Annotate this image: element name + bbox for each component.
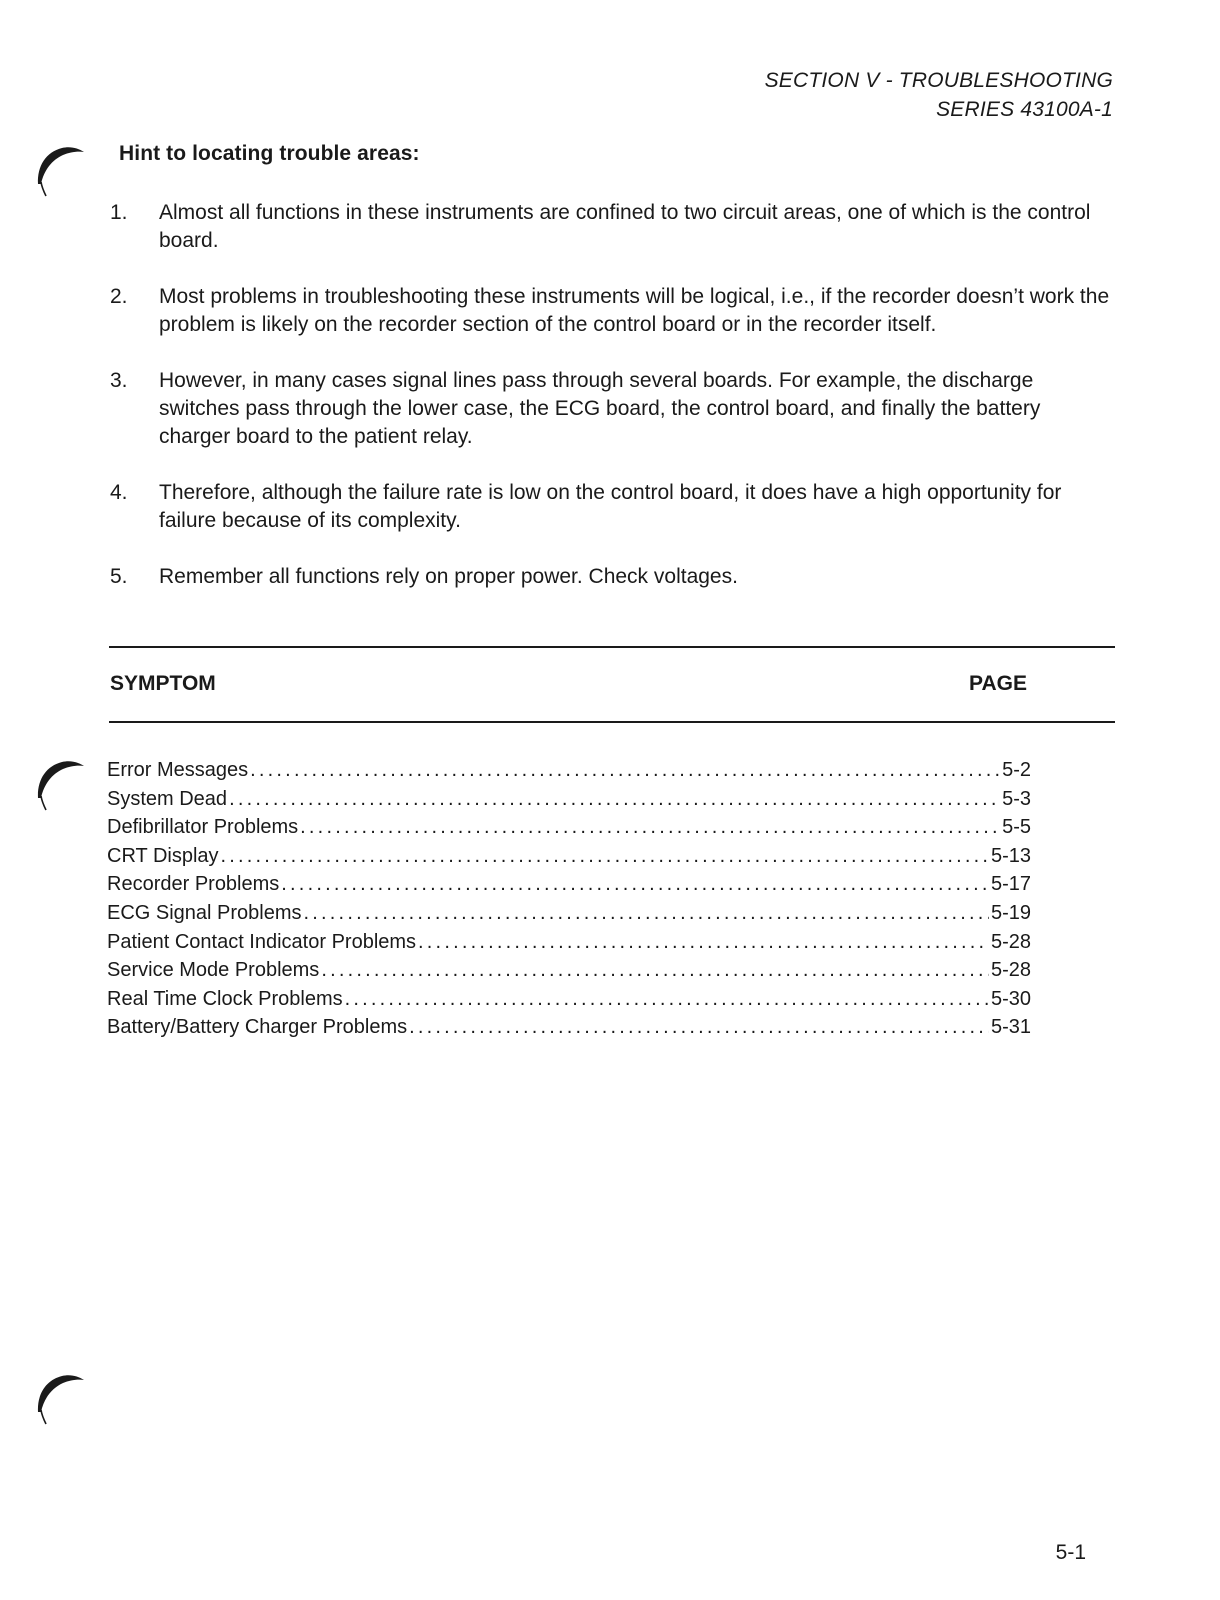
dot-leader	[409, 1013, 989, 1042]
binder-hole-mark-icon	[34, 754, 86, 816]
section-title: SECTION V - TROUBLESHOOTING	[764, 69, 1113, 92]
symptom-row	[107, 870, 1031, 899]
symptom-label: Battery/Battery Charger Problems	[107, 1016, 408, 1039]
symptom-page: 5-30	[990, 987, 1031, 1010]
symptom-label: Defibrillator Problems	[107, 816, 299, 839]
hint-text: Most problems in troubleshooting these instruments will be logical, i.e., if the recorder doesn’t work the problem is likely on the recorder section of the control board or in the recorder itself.	[159, 285, 1110, 336]
hint-title: Hint to locating trouble areas:	[119, 142, 420, 165]
hint-item	[110, 199, 1110, 255]
symptom-label: Service Mode Problems	[107, 959, 320, 982]
symptom-row	[107, 956, 1031, 985]
symptom-label: Error Messages	[107, 759, 249, 781]
hint-item	[110, 563, 1110, 591]
hint-number: 4.	[110, 481, 128, 504]
symptom-row	[107, 785, 1031, 814]
hint-number: 2.	[110, 285, 128, 308]
symptom-column-header: SYMPTOM	[110, 672, 216, 695]
symptom-label: System Dead	[107, 787, 228, 810]
symptom-row	[107, 842, 1031, 871]
page-header	[765, 66, 1113, 124]
hint-text: However, in many cases signal lines pass through several boards. For example, the discharge switches pass through the lower case, the ECG board, the control board, and finally the battery charger board to the patient relay.	[159, 369, 1041, 448]
symptom-page: 5-2	[1002, 759, 1031, 781]
hint-item	[110, 367, 1110, 451]
hint-text: Remember all functions rely on proper power. Check voltages.	[159, 565, 738, 588]
symptom-row	[107, 756, 1031, 785]
series-label: SERIES 43100A-1	[936, 98, 1113, 121]
hint-number: 1.	[110, 201, 128, 224]
symptom-label: Recorder Problems	[107, 873, 280, 896]
symptom-page: 5-3	[1002, 787, 1031, 810]
symptom-label: Patient Contact Indicator Problems	[107, 930, 417, 953]
hint-number: 3.	[110, 369, 128, 392]
dot-leader	[345, 985, 989, 1014]
dot-leader	[321, 956, 989, 985]
binder-hole-mark-icon	[34, 1368, 86, 1430]
symptom-page: 5-28	[990, 930, 1031, 953]
symptom-row	[107, 813, 1031, 842]
symptom-row	[107, 899, 1031, 928]
table-top-rule	[109, 646, 1115, 648]
symptom-index	[107, 756, 1031, 1042]
hint-number: 5.	[110, 565, 128, 588]
dot-leader	[300, 813, 1000, 842]
dot-leader	[229, 785, 1000, 814]
page-column-header: PAGE	[969, 672, 1027, 695]
symptom-page: 5-31	[990, 1016, 1031, 1039]
symptom-page: 5-28	[990, 959, 1031, 982]
symptom-row	[107, 1013, 1031, 1042]
symptom-page: 5-19	[990, 901, 1031, 924]
symptom-row	[107, 928, 1031, 957]
dot-leader	[304, 899, 989, 928]
symptom-page: 5-13	[990, 844, 1031, 867]
symptom-label: ECG Signal Problems	[107, 901, 302, 924]
dot-leader	[221, 842, 989, 871]
symptom-page: 5-17	[990, 873, 1031, 896]
hint-item	[110, 283, 1110, 339]
dot-leader	[250, 756, 1000, 785]
symptom-page: 5-5	[1002, 816, 1031, 839]
symptom-label: Real Time Clock Problems	[107, 987, 343, 1010]
page-number: 5-1	[1055, 1541, 1086, 1564]
dot-leader	[281, 870, 989, 899]
binder-hole-mark-icon	[34, 140, 86, 202]
hint-item	[110, 479, 1110, 535]
hint-text: Almost all functions in these instruments are confined to two circuit areas, one of which is the control board.	[159, 201, 1091, 252]
symptom-row	[107, 985, 1031, 1014]
symptom-label: CRT Display	[107, 844, 219, 867]
hint-list	[110, 199, 1110, 619]
dot-leader	[418, 928, 989, 957]
table-header-rule	[109, 721, 1115, 723]
hint-text: Therefore, although the failure rate is low on the control board, it does have a high opportunity for failure because of its complexity.	[159, 481, 1062, 532]
